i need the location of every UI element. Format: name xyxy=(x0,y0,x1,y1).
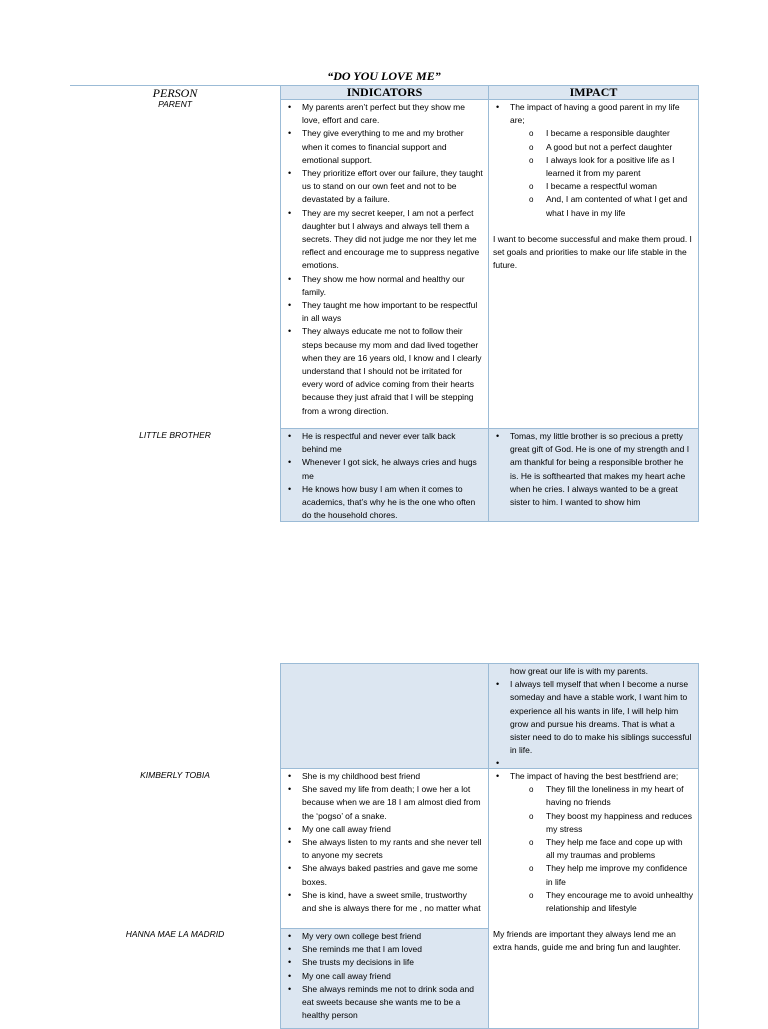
hanna-indicators-list xyxy=(285,930,483,1022)
brother-indicators-cell xyxy=(280,429,489,522)
kimberly-indicators-list xyxy=(285,770,483,915)
parent-indicators-cell xyxy=(280,99,489,429)
list-item: • They give everything to me and my brother when it comes to financial support and emotional support. xyxy=(285,127,483,167)
list-item: • He knows how busy I am when it comes to academics, that’s why he is the one who often do the household chores. xyxy=(285,483,483,522)
list-item: • She always baked pastries and gave me some boxes. xyxy=(285,862,483,888)
person-hanna-mae-la-madrid: HANNA MAE LA MADRID xyxy=(125,929,225,939)
list-item: o I became a respectful woman xyxy=(510,180,693,193)
list-item: • She is kind, have a sweet smile, trustworthy and she is always there for me , no matter what xyxy=(285,889,483,915)
list-item: • My very own college best friend xyxy=(285,930,483,943)
list-item: • I always tell myself that when I become a nurse someday and have a stable work, I want him to experience all his wants in life, I will help him grow and pursue his dreams. That is what a sister need to do to make his siblings successful in life. xyxy=(493,678,693,757)
indicators-column-header: INDICATORS xyxy=(280,85,489,100)
list-item: • My parents aren’t perfect but they show me love, effort and care. xyxy=(285,101,483,127)
list-item: o And, I am contented of what I get and what I have in my life xyxy=(510,193,693,219)
list-item: • They taught me how important to be respectful in all ways xyxy=(285,299,483,325)
person-parent: PARENT xyxy=(158,99,192,109)
list-item: • She always listen to my rants and she never tell to anyone my secrets xyxy=(285,836,483,862)
list-item: • He is respectful and never ever talk back behind me xyxy=(285,430,483,456)
impact-paragraph: My friends are important they always lend me an extra hands, guide me and bring fun and laughter. xyxy=(493,929,681,953)
parent-indicators-list xyxy=(285,101,483,418)
list-item: • Whenever I got sick, he always cries and hugs me xyxy=(285,456,483,482)
list-item: • They prioritize effort over our failure, they taught us to stand on our own feet and not to be devastated by a failure. xyxy=(285,167,483,207)
list-item: • They show me how normal and healthy our family. xyxy=(285,273,483,299)
continued-indicators-cell xyxy=(280,663,489,769)
list-item: • They are my secret keeper, I am not a perfect daughter but I always and always tell them a secrets. They did not judge me nor they let me reflect and encourage me to suppress negative emotions. xyxy=(285,207,483,273)
brother-indicators-list xyxy=(285,430,483,522)
list-item: • They always educate me not to follow their steps because my mom and dad lived together when they are 16 years old, I know and I clearly understand that I should not be irritated for every word of advice coming from their hearts because they just afraid that I will be stepping from a wrong direction. xyxy=(285,325,483,417)
list-item: • She reminds me that I am loved xyxy=(285,943,483,956)
person-kimberly-tobia: KIMBERLY TOBIA xyxy=(140,770,210,780)
list-item: o They fill the loneliness in my heart of having no friends xyxy=(510,783,693,809)
list-item: • My one call away friend xyxy=(285,970,483,983)
list-item: • She saved my life from death; I owe her a lot because when we are 18 I am almost died from the ‘pogso’ of a snake. xyxy=(285,783,483,823)
hanna-indicators-cell xyxy=(280,929,489,1029)
kimberly-indicators-cell xyxy=(280,769,489,929)
list-item: o I always look for a positive life as I learned it from my parent xyxy=(510,154,693,180)
list-item: o A good but not a perfect daughter xyxy=(510,141,693,154)
impact-column-header: IMPACT xyxy=(488,85,699,100)
document-title: “DO YOU LOVE ME” xyxy=(327,69,441,83)
list-item: o They help me improve my confidence in life xyxy=(510,862,693,888)
list-item: • My one call away friend xyxy=(285,823,483,836)
continued-impact-cell xyxy=(488,663,699,769)
friends-impact-cell xyxy=(488,769,699,1029)
person-column-header: PERSON xyxy=(70,85,280,101)
parent-impact-cell xyxy=(488,99,699,429)
brother-impact-list xyxy=(493,430,693,509)
continued-impact-text: how great our life is with my parents. xyxy=(510,666,648,676)
parent-impact-sublist xyxy=(510,127,693,219)
list-item: • She is my childhood best friend xyxy=(285,770,483,783)
list-item: o They boost my happiness and reduces my stress xyxy=(510,810,693,836)
list-item: • Tomas, my little brother is so precious a pretty great gift of God. He is one of my strength and I am thankful for being a responsible brother he is. He is softhearted that makes my heart ache when he cries. I always wanted to be a great sister to him. I wanted to show him xyxy=(493,430,693,509)
parent-impact-list xyxy=(493,101,693,220)
list-item: • She always reminds me not to drink soda and eat sweets because she wants me to be a healthy person xyxy=(285,983,483,1023)
impact-paragraph: I want to become successful and make them proud. I set goals and priorities to make our life stable in the future. xyxy=(493,233,692,271)
brother-impact-cell xyxy=(488,429,699,522)
list-item xyxy=(493,101,693,220)
list-item: o I became a responsible daughter xyxy=(510,127,693,140)
friends-impact-list xyxy=(493,770,693,915)
friends-impact-sublist xyxy=(510,783,693,915)
list-item: o They help me face and cope up with all my traumas and problems xyxy=(510,836,693,862)
list-item: • She trusts my decisions in life xyxy=(285,956,483,969)
impact-intro: The impact of having the best bestfriend are; xyxy=(510,771,679,781)
person-little-brother: LITTLE BROTHER xyxy=(139,430,211,440)
impact-intro: The impact of having a good parent in my life are; xyxy=(510,102,680,126)
list-item: o They encourage me to avoid unhealthy relationship and lifestyle xyxy=(510,889,693,915)
list-item xyxy=(493,770,693,915)
continued-impact-list xyxy=(493,678,693,757)
